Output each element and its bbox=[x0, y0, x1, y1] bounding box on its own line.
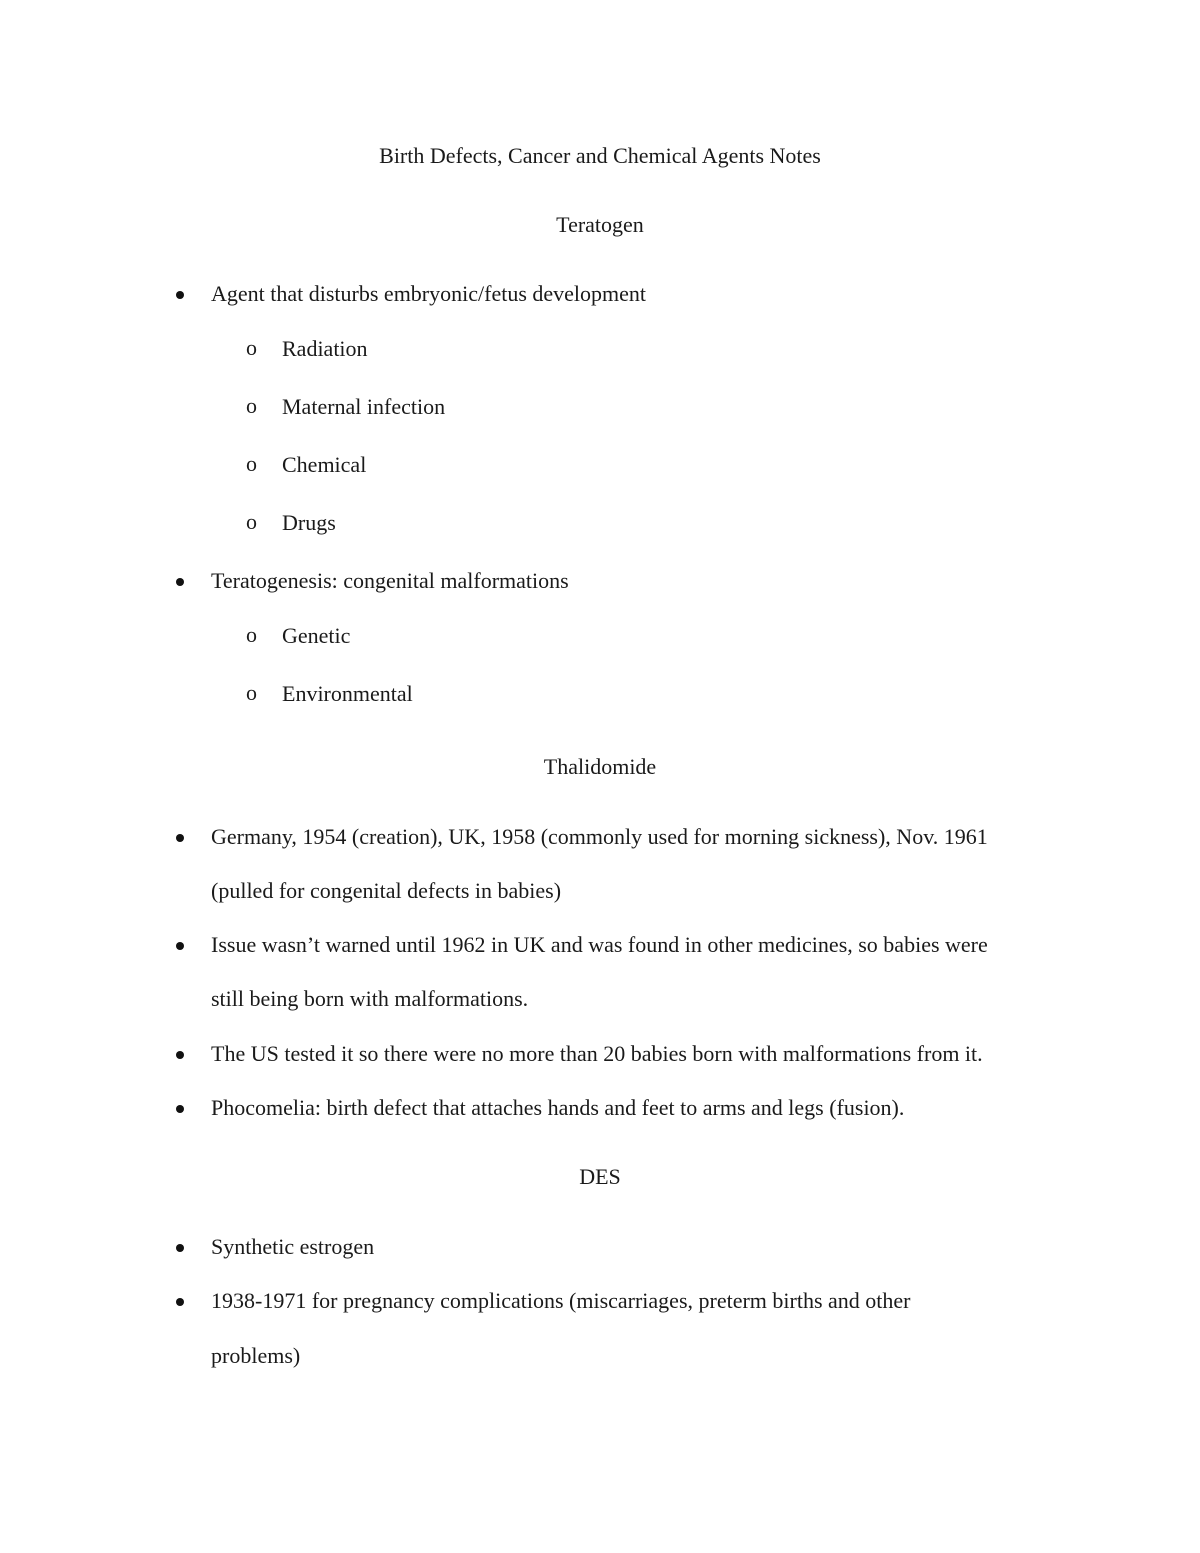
sub-list-item: Maternal infection bbox=[282, 394, 446, 419]
bullet-dot bbox=[176, 291, 184, 299]
sub-bullet-marker: o bbox=[246, 622, 257, 647]
sub-bullet-marker: o bbox=[246, 335, 257, 360]
bullet-dot bbox=[176, 1244, 184, 1252]
list-item: Agent that disturbs embryonic/fetus development bbox=[211, 281, 647, 306]
bullet-dot bbox=[176, 1298, 184, 1306]
bullet-dot bbox=[176, 834, 184, 842]
sub-list-item: Genetic bbox=[282, 623, 351, 648]
section-heading-thalidomide: Thalidomide bbox=[543, 754, 657, 779]
list-item: Germany, 1954 (creation), UK, 1958 (commonly used for morning sickness), Nov. 1961 bbox=[211, 824, 988, 849]
list-item: 1938-1971 for pregnancy complications (miscarriages, preterm births and other bbox=[211, 1288, 911, 1313]
section-heading-teratogen: Teratogen bbox=[556, 212, 644, 237]
sub-bullet-marker: o bbox=[246, 509, 257, 534]
bullet-dot bbox=[176, 942, 184, 950]
sub-list-item: Environmental bbox=[282, 681, 413, 706]
sub-list-item: Radiation bbox=[282, 336, 368, 361]
list-item: Synthetic estrogen bbox=[211, 1234, 375, 1259]
list-item: The US tested it so there were no more than 20 babies born with malformations from it. bbox=[211, 1041, 983, 1066]
document-title: Birth Defects, Cancer and Chemical Agents Notes bbox=[379, 143, 821, 168]
list-item: Teratogenesis: congenital malformations bbox=[211, 568, 569, 593]
list-item-continuation: still being born with malformations. bbox=[211, 986, 529, 1011]
bullet-dot bbox=[176, 1051, 184, 1059]
bullet-dot bbox=[176, 578, 184, 586]
list-item-continuation: (pulled for congenital defects in babies) bbox=[211, 878, 562, 903]
bullet-dot bbox=[176, 1105, 184, 1113]
sub-bullet-marker: o bbox=[246, 451, 257, 476]
sub-bullet-marker: o bbox=[246, 680, 257, 705]
list-item: Issue wasn’t warned until 1962 in UK and was found in other medicines, so babies were bbox=[211, 932, 988, 957]
list-item: Phocomelia: birth defect that attaches hands and feet to arms and legs (fusion). bbox=[211, 1095, 905, 1120]
list-item-continuation: problems) bbox=[211, 1343, 301, 1368]
sub-bullet-marker: o bbox=[246, 393, 257, 418]
section-heading-des: DES bbox=[579, 1164, 621, 1189]
sub-list-item: Drugs bbox=[282, 510, 336, 535]
sub-list-item: Chemical bbox=[282, 452, 367, 477]
